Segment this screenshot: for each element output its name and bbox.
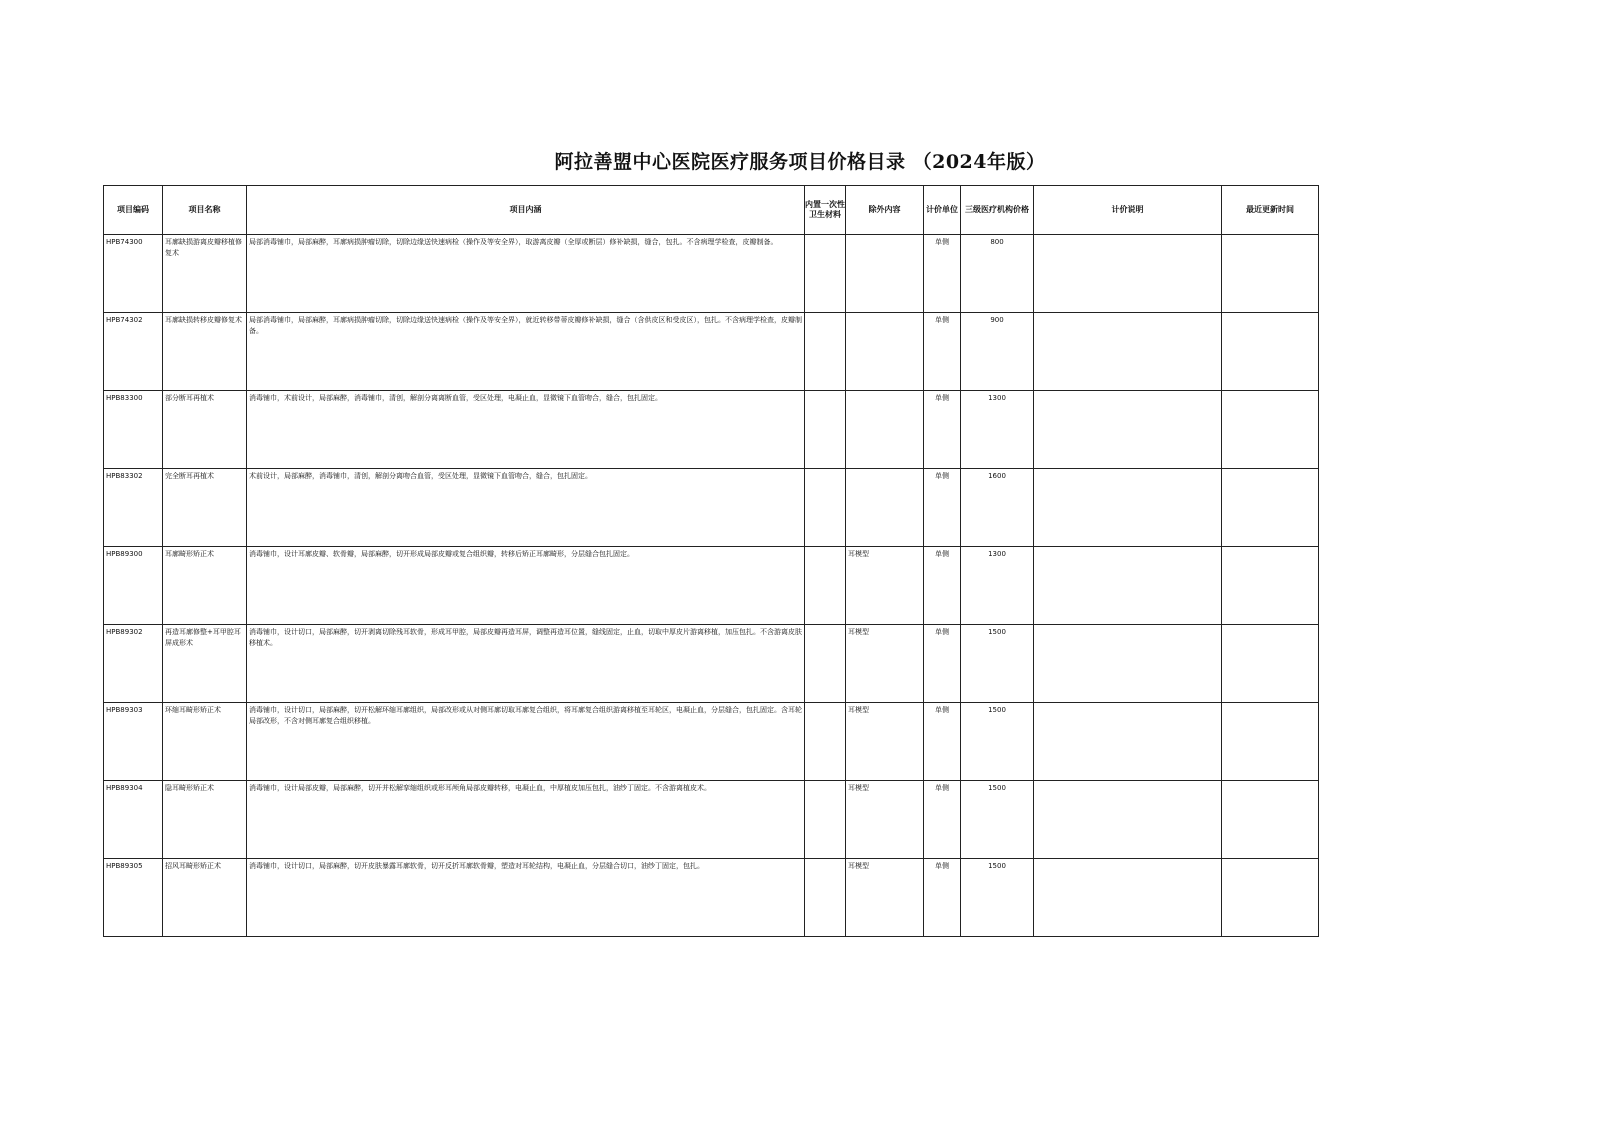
table-row <box>104 235 1319 313</box>
cell-code-text: HPB74300 <box>106 238 143 246</box>
document-title: 阿拉善盟中心医院医疗服务项目价格目录 （2024年版） <box>554 151 1046 173</box>
cell-updated-text <box>1222 781 1318 785</box>
cell-content <box>247 859 805 937</box>
cell-material <box>805 859 846 937</box>
cell-unit-text: 单侧 <box>935 316 949 324</box>
cell-note-text <box>1034 469 1221 473</box>
cell-code <box>104 859 163 937</box>
cell-material <box>805 625 846 703</box>
cell-price <box>961 313 1034 391</box>
cell-updated <box>1222 703 1319 781</box>
cell-price-text: 1500 <box>988 784 1006 792</box>
cell-code <box>104 313 163 391</box>
cell-excluded <box>846 313 924 391</box>
cell-unit <box>924 313 961 391</box>
cell-price <box>961 703 1034 781</box>
cell-content-text: 消毒铺巾，设计切口，局部麻醉，切开松解环缩耳廓组织，局部改形或从对侧耳廓切取耳廓复合组织，将耳廓复合组织游离移植至耳轮区，电凝止血，分层缝合，包扎固定。含耳轮局部改形，不含对侧耳廓复合组织移植。 <box>249 706 802 725</box>
cell-content <box>247 391 805 469</box>
cell-excluded <box>846 235 924 313</box>
header-material: 内置一次性卫生材料 <box>805 186 846 235</box>
table-row <box>104 547 1319 625</box>
cell-name <box>163 391 247 469</box>
cell-price-text: 800 <box>990 238 1004 246</box>
cell-material-text <box>805 703 845 707</box>
cell-updated <box>1222 313 1319 391</box>
cell-unit-text: 单侧 <box>935 862 949 870</box>
cell-name <box>163 313 247 391</box>
cell-price-text: 900 <box>990 316 1004 324</box>
cell-note-text <box>1034 781 1221 785</box>
cell-excluded-text: 耳模型 <box>848 706 869 714</box>
cell-note <box>1034 313 1222 391</box>
cell-content <box>247 781 805 859</box>
cell-excluded-text: 耳模型 <box>848 862 869 870</box>
cell-price <box>961 625 1034 703</box>
cell-price <box>961 469 1034 547</box>
table-row <box>104 391 1319 469</box>
cell-note-text <box>1034 391 1221 395</box>
cell-unit-text: 单侧 <box>935 472 949 480</box>
cell-name-text: 耳廓缺损游离皮瓣移植修复术 <box>165 238 242 257</box>
cell-price <box>961 235 1034 313</box>
cell-updated-text <box>1222 859 1318 863</box>
cell-code-text: HPB89305 <box>106 862 143 870</box>
cell-name <box>163 625 247 703</box>
cell-unit <box>924 391 961 469</box>
cell-name <box>163 859 247 937</box>
cell-name-text: 耳廓畸形矫正术 <box>165 550 214 558</box>
cell-name-text: 耳廓缺损转移皮瓣修复术 <box>165 316 242 324</box>
cell-name-text: 招风耳畸形矫正术 <box>165 862 221 870</box>
cell-content-text: 局部消毒铺巾，局部麻醉，耳廓病损肿瘤切除，切除边缘送快速病检（操作及等安全界），就近转移带蒂皮瓣修补缺损，缝合（含供皮区和受皮区），包扎。不含病理学检查，皮瓣制备。 <box>249 316 802 335</box>
cell-price <box>961 781 1034 859</box>
header-code: 项目编码 <box>104 186 163 235</box>
cell-code-text: HPB89300 <box>106 550 143 558</box>
cell-material-text <box>805 313 845 317</box>
cell-content-text: 消毒铺巾，设计切口，局部麻醉，切开剥离切除残耳软骨，形成耳甲腔，局部皮瓣再造耳屏，调整再造耳位置，缝线固定，止血，切取中厚皮片游离移植，加压包扎。不含游离皮肤移植术。 <box>249 628 802 647</box>
cell-price-text: 1300 <box>988 550 1006 558</box>
cell-unit-text: 单侧 <box>935 784 949 792</box>
cell-material-text <box>805 547 845 551</box>
cell-material <box>805 235 846 313</box>
cell-content-text: 局部消毒铺巾，局部麻醉，耳廓病损肿瘤切除，切除边缘送快速病检（操作及等安全界），取游离皮瓣（全厚或断层）修补缺损，缝合，包扎。不含病理学检查，皮瓣制备。 <box>249 238 778 246</box>
cell-unit <box>924 859 961 937</box>
cell-code-text: HPB83300 <box>106 394 143 402</box>
header-price: 三级医疗机构价格 <box>961 186 1034 235</box>
cell-content-text: 术前设计，局部麻醉，消毒铺巾，清创，解剖分离吻合血管，受区处理，显微镜下血管吻合，缝合，包扎固定。 <box>249 472 592 480</box>
cell-content-text: 消毒铺巾，设计局部皮瓣，局部麻醉，切开并松解挛缩组织或形耳颅角局部皮瓣转移，电凝止血，中厚植皮加压包扎，油纱丁固定。不含游离植皮术。 <box>249 784 711 792</box>
cell-name-text: 隐耳畸形矫正术 <box>165 784 214 792</box>
cell-note-text <box>1034 235 1221 239</box>
cell-updated <box>1222 781 1319 859</box>
cell-note <box>1034 781 1222 859</box>
header-name: 项目名称 <box>163 186 247 235</box>
cell-name <box>163 469 247 547</box>
cell-note-text <box>1034 625 1221 629</box>
cell-code <box>104 625 163 703</box>
cell-price-text: 1500 <box>988 706 1006 714</box>
cell-name <box>163 235 247 313</box>
cell-content-text: 消毒铺巾，设计切口，局部麻醉，切开皮肤暴露耳廓软骨，切开反折耳廓软骨瓣，塑造对耳轮结构，电凝止血，分层缝合切口，油纱丁固定，包扎。 <box>249 862 704 870</box>
cell-material <box>805 781 846 859</box>
cell-material-text <box>805 235 845 239</box>
table-row <box>104 625 1319 703</box>
cell-updated <box>1222 625 1319 703</box>
cell-note <box>1034 625 1222 703</box>
cell-excluded-text <box>846 469 923 473</box>
cell-content-text: 消毒铺巾，设计耳廓皮瓣、软骨瓣，局部麻醉，切开形成局部皮瓣或复合组织瓣，转移后矫正耳廓畸形，分层缝合包扎固定。 <box>249 550 634 558</box>
cell-price <box>961 391 1034 469</box>
cell-material-text <box>805 781 845 785</box>
cell-updated-text <box>1222 469 1318 473</box>
cell-code-text: HPB83302 <box>106 472 143 480</box>
cell-updated-text <box>1222 235 1318 239</box>
header-unit: 计价单位 <box>924 186 961 235</box>
cell-price <box>961 547 1034 625</box>
cell-note <box>1034 391 1222 469</box>
cell-unit-text: 单侧 <box>935 706 949 714</box>
cell-unit <box>924 547 961 625</box>
cell-name <box>163 547 247 625</box>
cell-excluded <box>846 859 924 937</box>
cell-material <box>805 469 846 547</box>
cell-price-text: 1500 <box>988 862 1006 870</box>
cell-material <box>805 703 846 781</box>
cell-name-text: 环缩耳畸形矫正术 <box>165 706 221 714</box>
cell-price <box>961 859 1034 937</box>
cell-name-text: 完全断耳再植术 <box>165 472 214 480</box>
cell-unit-text: 单侧 <box>935 628 949 636</box>
cell-excluded-text: 耳模型 <box>848 784 869 792</box>
cell-name <box>163 781 247 859</box>
cell-updated <box>1222 547 1319 625</box>
cell-updated <box>1222 391 1319 469</box>
cell-excluded <box>846 781 924 859</box>
cell-material <box>805 391 846 469</box>
cell-excluded <box>846 391 924 469</box>
cell-unit-text: 单侧 <box>935 394 949 402</box>
cell-code <box>104 703 163 781</box>
cell-note <box>1034 703 1222 781</box>
cell-excluded <box>846 547 924 625</box>
cell-material <box>805 313 846 391</box>
table-row <box>104 859 1319 937</box>
cell-updated-text <box>1222 547 1318 551</box>
cell-excluded-text <box>846 235 923 239</box>
cell-code <box>104 547 163 625</box>
cell-content <box>247 625 805 703</box>
cell-excluded-text: 耳模型 <box>848 628 869 636</box>
header-updated: 最近更新时间 <box>1222 186 1319 235</box>
cell-price-text: 1500 <box>988 628 1006 636</box>
cell-content-text: 消毒铺巾，术前设计，局部麻醉，消毒铺巾，清创，解剖分离离断血管，受区处理，电凝止血，显微镜下血管吻合，缝合，包扎固定。 <box>249 394 662 402</box>
cell-code-text: HPB89303 <box>106 706 143 714</box>
cell-material-text <box>805 469 845 473</box>
cell-name-text: 再造耳廓修整+耳甲腔耳屏成形术 <box>165 628 241 647</box>
header-content: 项目内涵 <box>247 186 805 235</box>
table-row <box>104 313 1319 391</box>
cell-updated-text <box>1222 313 1318 317</box>
cell-price-text: 1600 <box>988 472 1006 480</box>
cell-code-text: HPB89304 <box>106 784 143 792</box>
cell-updated <box>1222 859 1319 937</box>
cell-unit <box>924 625 961 703</box>
cell-code <box>104 391 163 469</box>
cell-content <box>247 469 805 547</box>
cell-material-text <box>805 391 845 395</box>
cell-code <box>104 235 163 313</box>
cell-material-text <box>805 859 845 863</box>
cell-material-text <box>805 625 845 629</box>
cell-unit-text: 单侧 <box>935 550 949 558</box>
cell-unit <box>924 781 961 859</box>
cell-note <box>1034 547 1222 625</box>
cell-code <box>104 781 163 859</box>
cell-unit-text: 单侧 <box>935 238 949 246</box>
cell-unit <box>924 703 961 781</box>
cell-note-text <box>1034 703 1221 707</box>
cell-code <box>104 469 163 547</box>
cell-content <box>247 703 805 781</box>
cell-material <box>805 547 846 625</box>
table-row <box>104 469 1319 547</box>
cell-note-text <box>1034 547 1221 551</box>
cell-unit <box>924 235 961 313</box>
cell-excluded <box>846 703 924 781</box>
cell-excluded <box>846 469 924 547</box>
cell-note-text <box>1034 859 1221 863</box>
table-row <box>104 703 1319 781</box>
cell-updated-text <box>1222 703 1318 707</box>
table-header-row <box>104 186 1319 235</box>
header-note: 计价说明 <box>1034 186 1222 235</box>
cell-excluded <box>846 625 924 703</box>
header-excluded: 除外内容 <box>846 186 924 235</box>
cell-updated <box>1222 235 1319 313</box>
table-row <box>104 781 1319 859</box>
cell-name <box>163 703 247 781</box>
cell-excluded-text <box>846 313 923 317</box>
cell-updated-text <box>1222 391 1318 395</box>
cell-note <box>1034 235 1222 313</box>
cell-price-text: 1300 <box>988 394 1006 402</box>
cell-content <box>247 235 805 313</box>
cell-note <box>1034 469 1222 547</box>
cell-code-text: HPB89302 <box>106 628 143 636</box>
cell-code-text: HPB74302 <box>106 316 143 324</box>
cell-unit <box>924 469 961 547</box>
cell-content <box>247 547 805 625</box>
cell-updated-text <box>1222 625 1318 629</box>
price-table <box>103 185 1319 937</box>
cell-excluded-text <box>846 391 923 395</box>
cell-note <box>1034 859 1222 937</box>
cell-note-text <box>1034 313 1221 317</box>
cell-name-text: 部分断耳再植术 <box>165 394 214 402</box>
cell-updated <box>1222 469 1319 547</box>
cell-content <box>247 313 805 391</box>
cell-excluded-text: 耳模型 <box>848 550 869 558</box>
